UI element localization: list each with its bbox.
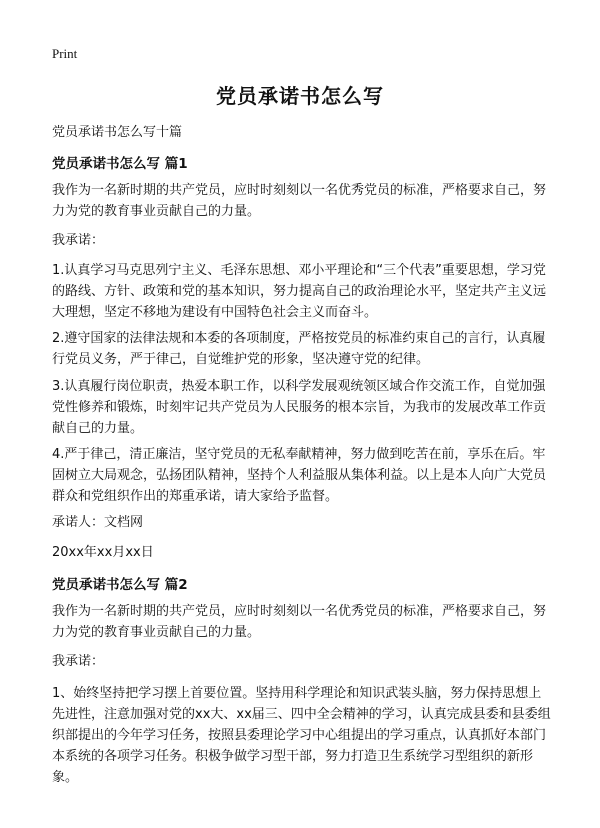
section2-pledge-label: 我承诺：	[52, 654, 105, 669]
section1-heading: 党员承诺书怎么写 篇1	[52, 156, 188, 172]
section1-item-4: 4.严于律己，清正廉洁，坚守党员的无私奉献精神，努力做到吃苦在前，享乐在后。牢固树立大局观念，弘扬团队精神，坚持个人利益服从集体利益。以上是本人向广大党员群众和党组织作出的郑重承诺，请大家给予监督。	[52, 447, 547, 504]
section1-pledge-label: 我承诺：	[52, 233, 105, 248]
section1-item-2: 2.遵守国家的法律法规和本委的各项制度，严格按党员的标准约束自己的言行，认真履行党员义务，严于律己，自觉维护党的形象，坚决遵守党的纪律。	[52, 331, 546, 367]
section1-date: 20xx年xx月xx日	[52, 545, 154, 560]
section2-item-1: 1、始终坚持把学习摆上首要位置。坚持用科学理论和知识武装头脑，努力保持思想上先进性，注意加强对党的xx大、xx届三、四中全会精神的学习，认真完成县委和县委组织部提出的今年学习任务，按照县委理论学习中心组提出的学习重点，认真抓好本部门本系统的各项学习任务。积极争做学习型干部，努力打造卫生系统学习型组织的新形象。	[52, 686, 551, 785]
section1-item-3: 3.认真履行岗位职责，热爱本职工作，以科学发展观统领区域合作交流工作，自觉加强党性修养和锻炼，时刻牢记共产党员为人民服务的根本宗旨，为我市的发展改革工作贡献自己的力量。	[52, 379, 547, 436]
page-title: 党员承诺书怎么写	[216, 84, 384, 108]
print-label[interactable]: Print	[52, 46, 78, 61]
section2-heading: 党员承诺书怎么写 篇2	[52, 577, 188, 593]
section1-signer: 承诺人：文档网	[52, 515, 144, 530]
section1-intro: 我作为一名新时期的共产党员，应时时刻刻以一名优秀党员的标准，严格要求自己，努力为党的教育事业贡献自己的力量。	[52, 183, 547, 219]
document-subtitle: 党员承诺书怎么写十篇	[52, 125, 183, 140]
section2-intro: 我作为一名新时期的共产党员，应时时刻刻以一名优秀党员的标准，严格要求自己，努力为党的教育事业贡献自己的力量。	[52, 604, 547, 640]
section1-item-1: 1.认真学习马克思列宁主义、毛泽东思想、邓小平理论和“三个代表”重要思想，学习党的路线、方针、政策和党的基本知识，努力提高自己的政治理论水平，坚定共产主义远大理想，坚定不移地为建设有中国特色社会主义而奋斗。	[52, 263, 547, 320]
